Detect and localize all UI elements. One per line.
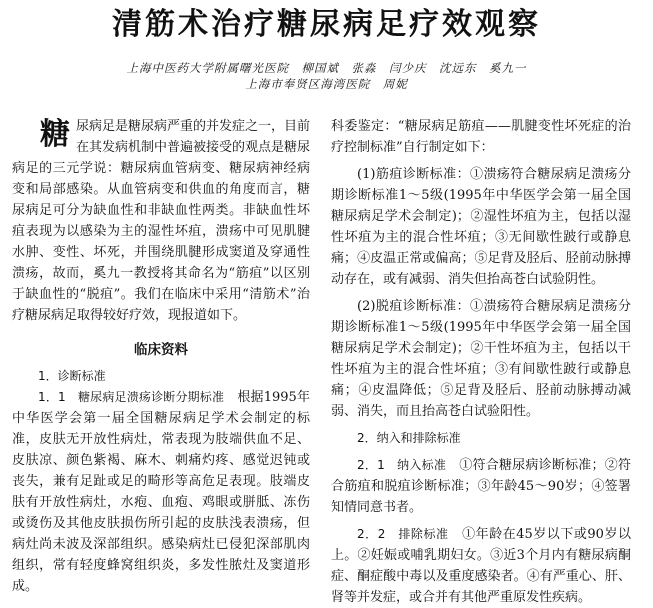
authors-line-2: 上海市奉贤区海湾医院 周妮 [245,77,408,91]
diagnosis-subheading: 1．1 糖尿病足溃疡诊断分期标准 [38,390,225,404]
inclusion-paragraph [331,455,631,518]
exclusion-text: ①年龄在45岁以下或90岁以上。②妊娠或哺乳期妇女。③近3个月内有糖尿病酮症、酮症酸中毒以及重度感染者。④有严重心、肝、肾等并发症，或合并有其他严重原发性疾病。 [331,527,631,605]
intro-paragraph [12,116,310,326]
tuoju-criteria: (2)脱疽诊断标准：①溃疡符合糖尿病足溃疡分期诊断标准1～5级(1995年中华医学会第一届全国糖尿病足学术会制定)；②干性坏疽为主，包括以干性坏疽为主的混合性坏疽；③有间歇性跛行或静息痛；④皮温降低；⑤足背及胫后、胫前动脉搏动减弱、消失，而且抬高苍白试验阳性。 [331,299,631,419]
exclusion-paragraph [331,524,631,608]
authors-line-1: 上海中医药大学附属曙光医院 柳国斌 张淼 闫少庆 沈远东 奚九一 [126,61,527,75]
inclusion-text: ①符合糖尿病诊断标准；②符合筋疽和脱疽诊断标准；③年龄45～90岁；④签署知情同意书者。 [331,458,631,515]
article-title: 清筋术治疗糖尿病足疗效观察 [112,7,541,42]
diagnosis-heading: 1．诊断标准 [38,369,106,383]
right-column [331,116,631,608]
left-column [12,116,310,597]
diagnosis-paragraph [12,387,310,597]
intro-text: 尿病足是糖尿病严重的并发症之一，目前在其发病机制中普遍被接受的观点是糖尿病足的三元学说：糖尿病血管病变、糖尿病神经病变和局部感染。从血管病变和供血的角度而言，糖尿病足可分为缺血性和非缺血性两类。非缺血性坏疽表现为以感染为主的湿性坏疽，溃疡中可见肌腱水肿、变性、坏死，并围绕肌腱形成窦道及穿通性溃疡，故而，奚九一教授将其命名为“筋疽”以区别于缺血性的“脱疽”。我们在临床中采用“清筋术”治疗糖尿病足取得较好疗效，现报道如下。 [12,119,311,323]
drop-cap: 糖 [40,117,70,152]
inclusion-exclusion-heading: 2．纳入和排除标准 [357,431,461,445]
inclusion-subheading: 2．1 纳入标准 [357,458,447,472]
criteria-intro: 科委鉴定：“糖尿病足筋疽——肌腱变性坏死症的治疗控制标准”自行制定如下： [331,119,631,155]
section-heading-clinical-data: 临床资料 [134,342,188,358]
exclusion-subheading: 2．2 排除标准 [357,527,449,541]
jinju-criteria: (1)筋疽诊断标准：①溃疡符合糖尿病足溃疡分期诊断标准1～5级(1995年中华医学会第一届全国糖尿病足学术会制定)；②湿性坏疽为主，包括以湿性坏疽为主的混合性坏疽；③无间歇性跛行或静息痛；④皮温正常或偏高；⑤足背及胫后、胫前动脉搏动存在，或有减弱、消失但抬高苍白试验阴性。 [331,167,631,287]
diagnosis-text: 根据1995年中华医学会第一届全国糖尿病足学术会制定的标准，皮肤无开放性病灶，常表现为肢端供血不足、皮肤凉、颜色紫褐、麻木、刺痛灼疼、感觉迟钝或丧失，兼有足趾或足的畸形等高危足表现。肢端皮肤有开放性病灶，水疱、血疱、鸡眼或胼胝、冻伤或烫伤及其他皮肤损伤所引起的皮肤浅表溃疡，但病灶尚未波及深部组织。感染病灶已侵犯深部肌肉组织，常有轻度蜂窝组织炎，多发性脓灶及窦道形成。 [12,390,310,594]
